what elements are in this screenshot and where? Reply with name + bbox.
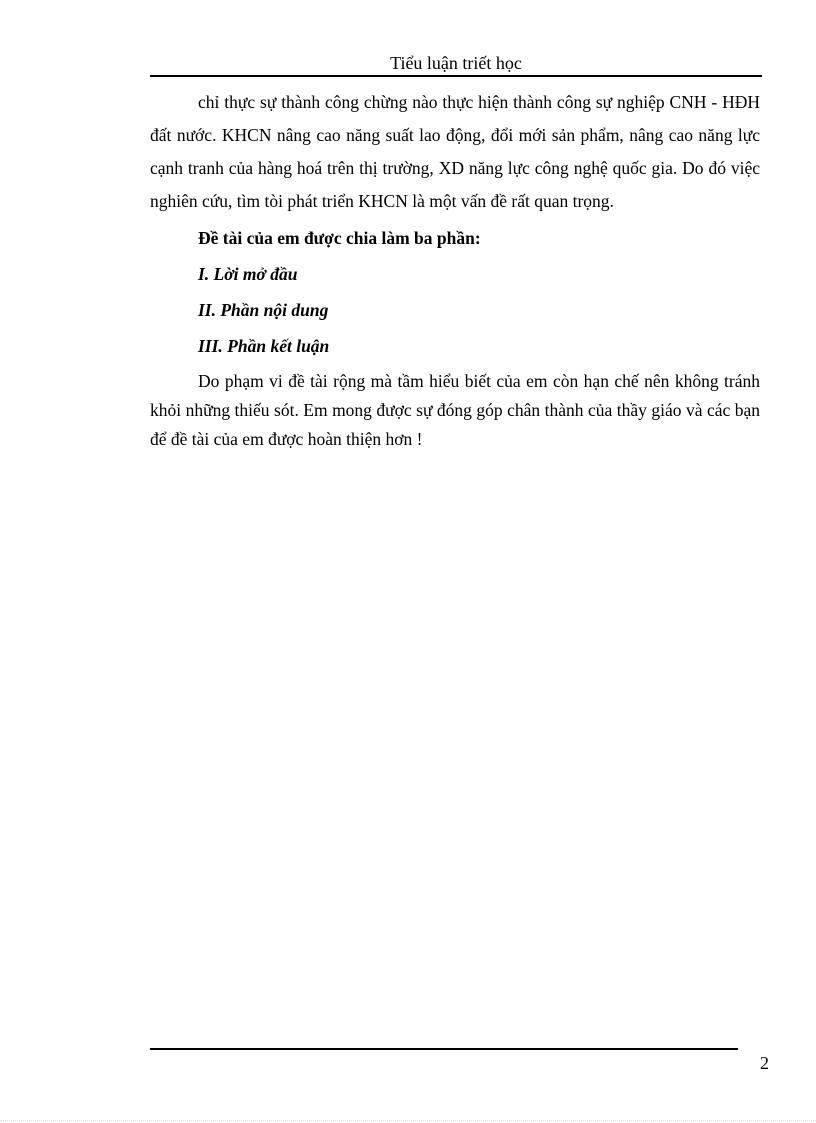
closing-paragraph: Do phạm vi đề tài rộng mà tầm hiểu biết của em còn hạn chế nên không tránh khỏi những thiếu sót. Em mong được sự đóng góp chân thành của thầy giáo và các bạn để đề tài của em được hoàn thiện hơn ! — [150, 371, 760, 449]
section-intro-heading: Đề tài của em được chia làm ba phần: — [198, 228, 481, 248]
page-header-title: Tiểu luận triết học — [390, 53, 522, 73]
body-paragraph: chỉ thực sự thành công chừng nào thực hiện thành công sự nghiệp CNH - HĐH đất nước. KHCN nâng cao năng suất lao động, đổi mới sản phẩm, nâng cao năng lực cạnh tranh của hàng hoá trên thị trường, XD năng lực công nghệ quốc gia. Do đó việc nghiên cứu, tìm tòi phát triển KHCN là một vấn đề rất quan trọng. — [150, 92, 760, 211]
header-divider — [150, 75, 762, 77]
document-body — [150, 86, 760, 454]
page-bottom-edge — [0, 1120, 816, 1121]
page-number: 2 — [760, 1053, 769, 1073]
part-item-3: III. Phần kết luận — [198, 336, 330, 356]
part-item-2: II. Phần nội dung — [198, 300, 329, 320]
footer-divider — [150, 1048, 738, 1050]
part-item-1: I. Lời mở đầu — [198, 264, 298, 284]
